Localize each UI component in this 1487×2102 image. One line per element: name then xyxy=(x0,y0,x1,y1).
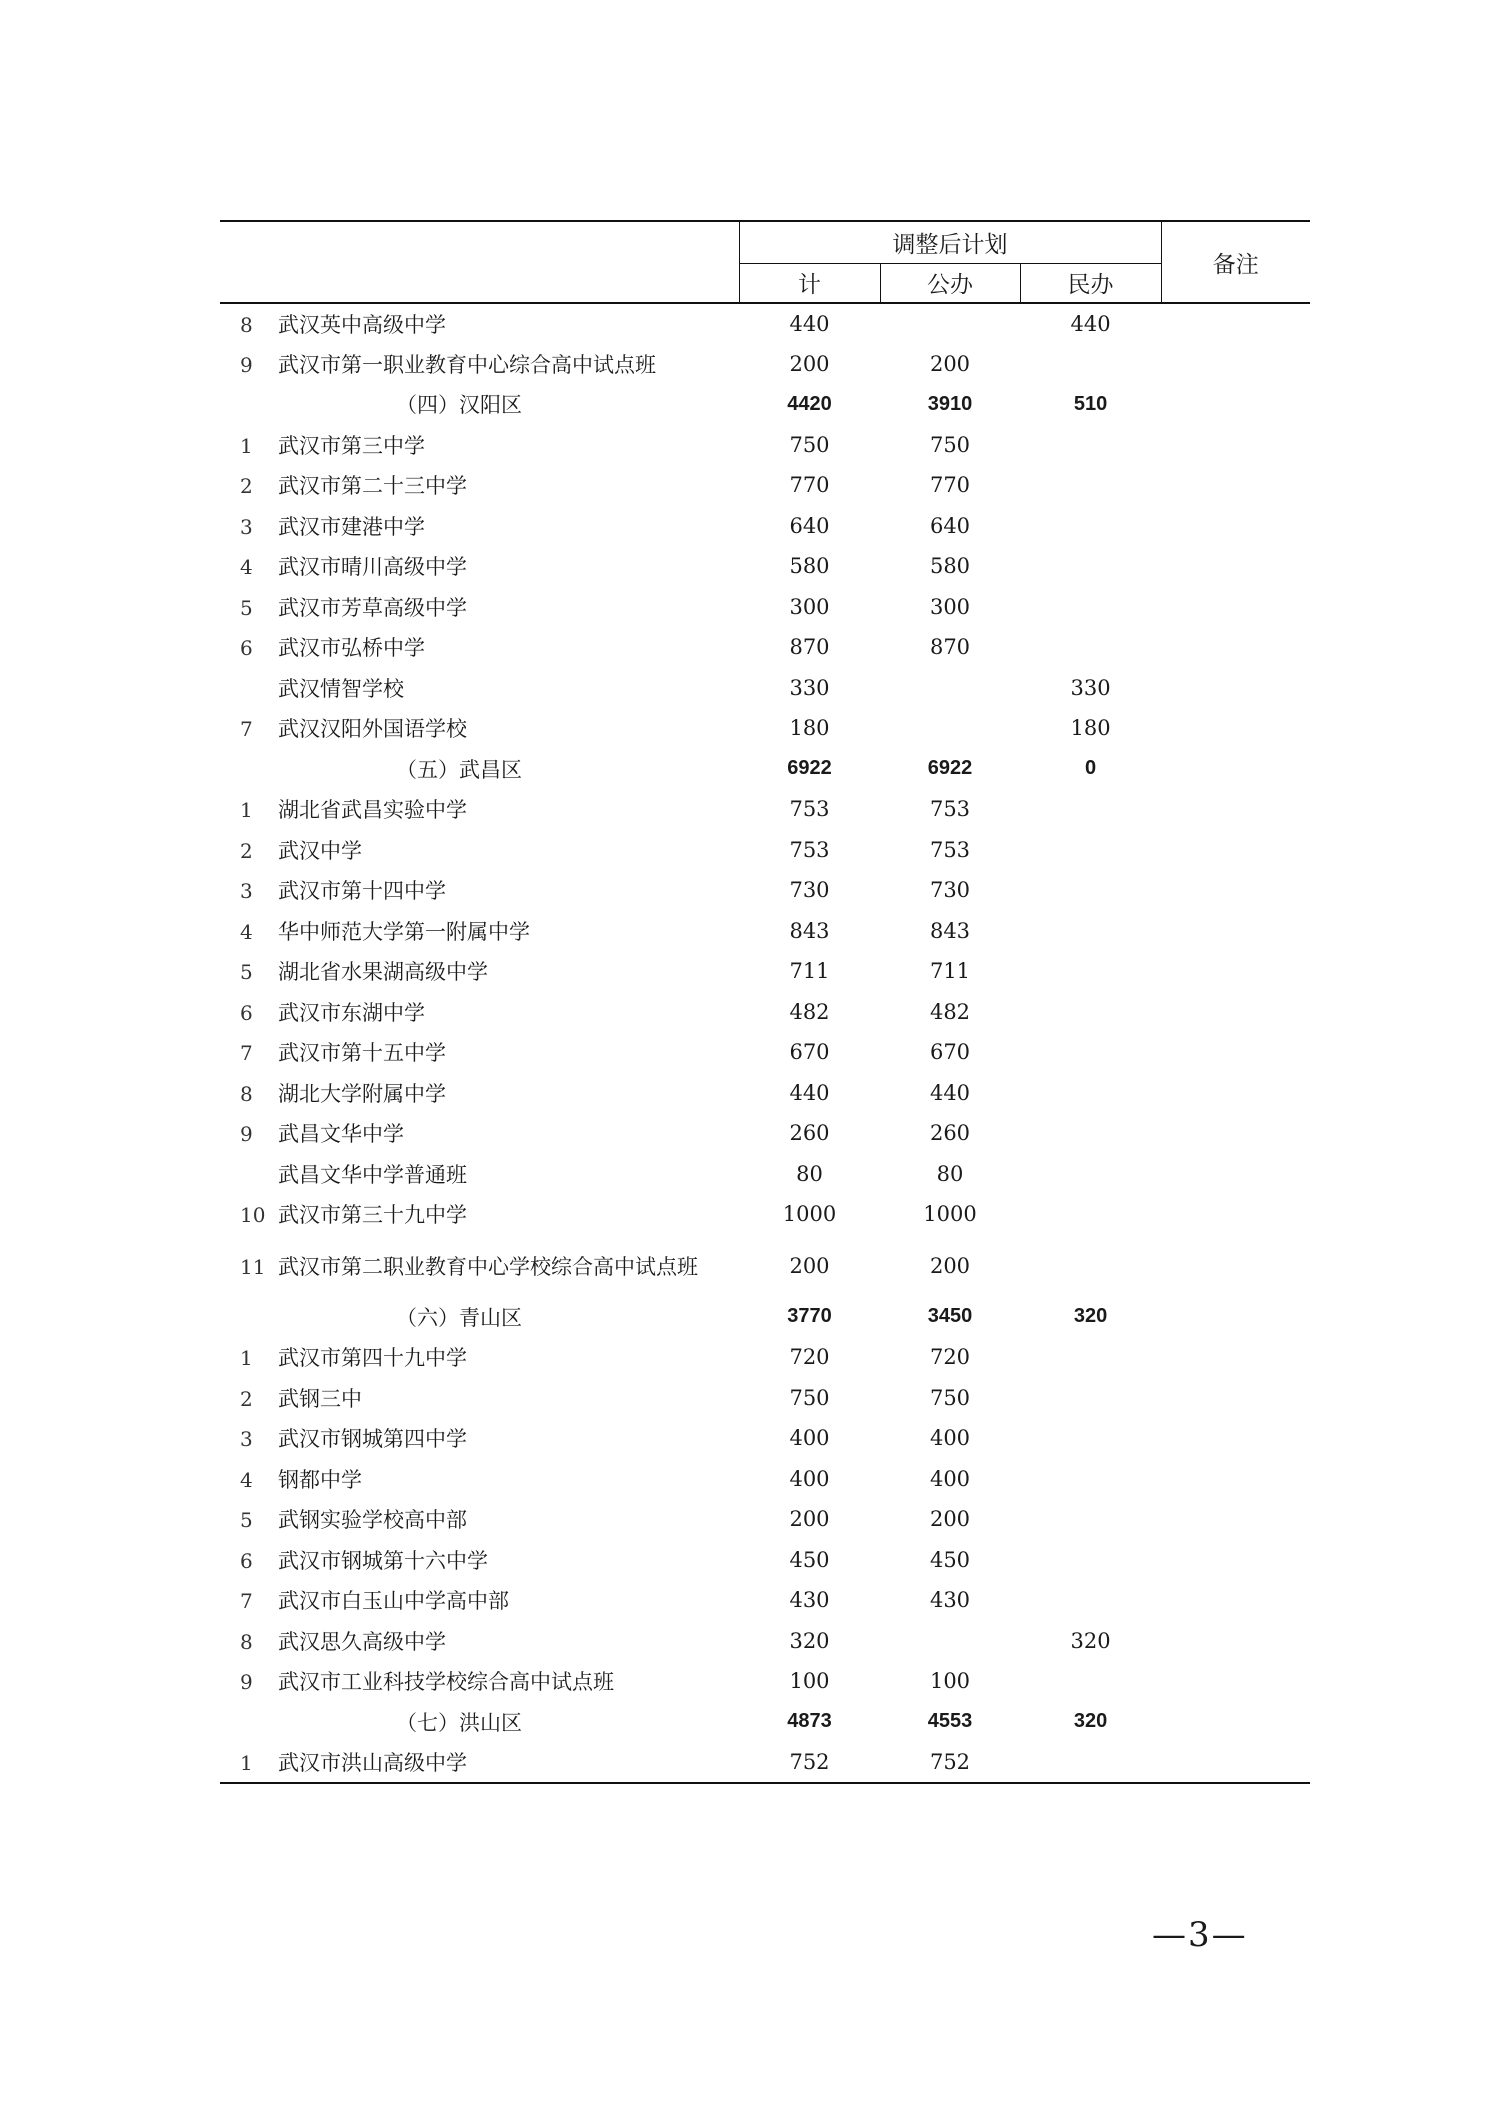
public-cell: 200 xyxy=(929,1253,971,1278)
private-cell xyxy=(1020,1032,1161,1073)
row-index: 3 xyxy=(240,514,253,539)
name-cell xyxy=(220,1297,739,1338)
public-cell: 770 xyxy=(929,473,971,498)
table-row xyxy=(220,344,1310,385)
name-cell xyxy=(220,1337,739,1378)
remark-cell xyxy=(1161,587,1310,628)
table-body xyxy=(220,303,1310,1783)
remark-cell xyxy=(1161,1702,1310,1743)
total-cell: 430 xyxy=(789,1588,830,1613)
public-cell: 752 xyxy=(880,1742,1020,1783)
total-cell: 753 xyxy=(789,797,830,822)
school-name: 武钢三中 xyxy=(278,1386,362,1411)
school-name: 武汉汉阳外国语学校 xyxy=(278,717,467,742)
private-cell xyxy=(1020,911,1161,952)
remark-cell xyxy=(1161,911,1310,952)
total-cell: 400 xyxy=(789,1426,830,1451)
name-cell xyxy=(220,1073,739,1114)
row-index: 7 xyxy=(240,1041,253,1066)
table-row xyxy=(220,587,1310,628)
total-cell: 100 xyxy=(789,1669,830,1694)
private-cell: 510 xyxy=(1073,392,1108,415)
total-cell: 80 xyxy=(796,1161,823,1186)
private-cell xyxy=(1020,830,1161,871)
total-cell: 450 xyxy=(789,1547,830,1572)
public-cell: 670 xyxy=(929,1040,971,1065)
total-cell: 6922 xyxy=(787,757,832,780)
table-row xyxy=(220,1580,1310,1621)
total-cell: 843 xyxy=(789,918,830,943)
district-row xyxy=(220,384,1310,425)
private-cell xyxy=(1020,1113,1161,1154)
public-cell: 400 xyxy=(929,1426,971,1451)
total-cell: 440 xyxy=(789,1080,830,1105)
school-name: 武汉市钢城第十六中学 xyxy=(278,1548,488,1573)
school-name: 武汉市钢城第四中学 xyxy=(278,1427,467,1452)
remark-cell xyxy=(1161,951,1310,992)
school-name: 武汉市第二十三中学 xyxy=(278,474,467,499)
remark-cell xyxy=(1161,465,1310,506)
total-cell: 670 xyxy=(789,1040,830,1065)
row-index: 8 xyxy=(240,312,253,337)
total-cell: 180 xyxy=(789,716,830,741)
name-cell xyxy=(220,384,739,425)
header-blank-cell xyxy=(220,221,739,303)
name-cell xyxy=(220,1113,739,1154)
total-cell: 730 xyxy=(789,878,830,903)
remark-cell xyxy=(1161,668,1310,709)
row-index: 9 xyxy=(240,1670,253,1695)
school-name: 武汉市第四十九中学 xyxy=(278,1346,467,1371)
school-name: 武汉市第十四中学 xyxy=(278,879,446,904)
row-index: 2 xyxy=(240,838,253,863)
private-cell xyxy=(1020,1459,1161,1500)
name-cell xyxy=(220,1194,739,1235)
table-row xyxy=(220,546,1310,587)
school-name: 武汉市第三十九中学 xyxy=(278,1203,467,1228)
school-name: 武汉中学 xyxy=(278,838,362,863)
private-cell xyxy=(1020,1540,1161,1581)
remark-cell xyxy=(1161,749,1310,790)
remark-cell xyxy=(1161,627,1310,668)
school-name: 武汉市第一职业教育中心综合高中试点班 xyxy=(278,352,656,377)
public-cell: 711 xyxy=(929,959,971,984)
public-cell: 750 xyxy=(929,432,971,457)
row-index: 6 xyxy=(240,1000,253,1025)
remark-cell xyxy=(1161,1113,1310,1154)
row-index: 5 xyxy=(240,1508,253,1533)
school-name: 湖北省武昌实验中学 xyxy=(278,798,467,823)
school-name: 武汉情智学校 xyxy=(278,676,404,701)
name-cell xyxy=(220,830,739,871)
public-cell: 640 xyxy=(929,513,971,538)
name-cell xyxy=(220,668,739,709)
table-row xyxy=(220,870,1310,911)
public-cell: 430 xyxy=(929,1588,971,1613)
public-cell xyxy=(880,303,1020,344)
total-cell: 200 xyxy=(789,1253,830,1278)
private-cell xyxy=(1020,1194,1161,1235)
table-row xyxy=(220,1742,1310,1783)
total-cell: 580 xyxy=(789,554,830,579)
private-cell xyxy=(1020,1418,1161,1459)
total-cell: 440 xyxy=(789,311,830,336)
school-name: 武钢实验学校高中部 xyxy=(278,1508,467,1533)
name-cell xyxy=(220,1032,739,1073)
school-name: 武汉市东湖中学 xyxy=(278,1000,425,1025)
public-cell: 1000 xyxy=(923,1202,977,1227)
table-row xyxy=(220,425,1310,466)
school-name: 武汉市第三中学 xyxy=(278,433,425,458)
row-index: 5 xyxy=(240,960,253,985)
public-cell: 580 xyxy=(929,554,971,579)
remark-cell xyxy=(1161,870,1310,911)
public-cell xyxy=(880,668,1020,709)
public-cell: 4553 xyxy=(927,1710,973,1733)
public-cell: 450 xyxy=(929,1547,971,1572)
row-index: 7 xyxy=(240,1589,253,1614)
name-cell xyxy=(220,465,739,506)
name-cell xyxy=(220,870,739,911)
private-cell: 320 xyxy=(1070,1628,1111,1653)
table-row xyxy=(220,1459,1310,1500)
total-cell: 200 xyxy=(789,351,830,376)
name-cell xyxy=(220,506,739,547)
school-name: 武汉市洪山高级中学 xyxy=(278,1750,467,1775)
private-cell xyxy=(1020,465,1161,506)
header-total: 计 xyxy=(739,263,880,303)
private-cell xyxy=(1020,1235,1161,1297)
private-cell xyxy=(1020,506,1161,547)
private-cell xyxy=(1020,1499,1161,1540)
remark-cell xyxy=(1161,1297,1310,1338)
public-cell: 3450 xyxy=(927,1305,973,1328)
row-index: 4 xyxy=(240,555,253,580)
private-cell xyxy=(1020,870,1161,911)
public-cell: 100 xyxy=(929,1669,971,1694)
row-index: 7 xyxy=(240,717,253,742)
table-row xyxy=(220,465,1310,506)
district-row xyxy=(220,749,1310,790)
school-name: 钢都中学 xyxy=(278,1467,362,1492)
private-cell xyxy=(1020,344,1161,385)
total-cell: 711 xyxy=(789,959,830,984)
public-cell xyxy=(880,708,1020,749)
remark-cell xyxy=(1161,1194,1310,1235)
remark-cell xyxy=(1161,1459,1310,1500)
remark-cell xyxy=(1161,384,1310,425)
public-cell: 400 xyxy=(929,1466,971,1491)
public-cell: 750 xyxy=(929,1385,971,1410)
name-cell xyxy=(220,1418,739,1459)
table-row xyxy=(220,951,1310,992)
table-row xyxy=(220,1194,1310,1235)
name-cell xyxy=(220,546,739,587)
name-cell xyxy=(220,1235,739,1297)
school-name: 武汉思久高级中学 xyxy=(278,1629,446,1654)
name-cell xyxy=(220,1540,739,1581)
remark-cell xyxy=(1161,546,1310,587)
remark-cell xyxy=(1161,1499,1310,1540)
row-index: 8 xyxy=(240,1081,253,1106)
total-cell: 300 xyxy=(789,594,830,619)
remark-cell xyxy=(1161,1540,1310,1581)
name-cell xyxy=(220,425,739,466)
private-cell: 320 xyxy=(1073,1305,1108,1328)
name-cell xyxy=(220,1702,739,1743)
public-cell: 260 xyxy=(929,1121,971,1146)
remark-cell xyxy=(1161,830,1310,871)
row-index: 2 xyxy=(240,1386,253,1411)
remark-cell xyxy=(1161,1235,1310,1297)
school-name: 武汉市弘桥中学 xyxy=(278,636,425,661)
name-cell xyxy=(220,789,739,830)
table-row xyxy=(220,1621,1310,1662)
row-index: 11 xyxy=(240,1254,266,1279)
private-cell xyxy=(1020,951,1161,992)
table-row xyxy=(220,1337,1310,1378)
table-row xyxy=(220,627,1310,668)
private-cell xyxy=(1020,1580,1161,1621)
table-row xyxy=(220,1378,1310,1419)
total-cell: 4420 xyxy=(787,392,832,415)
school-name: 武昌文华中学 xyxy=(278,1122,404,1147)
name-cell xyxy=(220,1661,739,1702)
private-cell: 320 xyxy=(1073,1710,1108,1733)
name-cell xyxy=(220,1378,739,1419)
row-index: 4 xyxy=(240,1467,253,1492)
private-cell xyxy=(1020,1337,1161,1378)
school-name: 武汉市第二职业教育中心学校综合高中试点班 xyxy=(278,1254,698,1279)
total-cell: 330 xyxy=(789,675,830,700)
public-cell: 300 xyxy=(929,594,971,619)
remark-cell xyxy=(1161,789,1310,830)
private-cell xyxy=(1020,1378,1161,1419)
table-row xyxy=(220,1073,1310,1114)
name-cell xyxy=(220,951,739,992)
public-cell: 3910 xyxy=(927,392,973,415)
row-index: 6 xyxy=(240,636,253,661)
public-cell: 843 xyxy=(929,918,971,943)
name-cell xyxy=(220,749,739,790)
table-row xyxy=(220,911,1310,952)
table-row xyxy=(220,1235,1310,1297)
name-cell xyxy=(220,344,739,385)
public-cell: 440 xyxy=(929,1080,971,1105)
private-cell xyxy=(1020,1742,1161,1783)
total-cell: 260 xyxy=(789,1121,830,1146)
table-row xyxy=(220,708,1310,749)
public-cell: 80 xyxy=(936,1161,964,1186)
remark-cell xyxy=(1161,992,1310,1033)
table-row xyxy=(220,668,1310,709)
remark-cell xyxy=(1161,1032,1310,1073)
name-cell xyxy=(220,708,739,749)
row-index: 6 xyxy=(240,1548,253,1573)
name-cell xyxy=(220,1621,739,1662)
row-index: 3 xyxy=(240,879,253,904)
private-cell: 0 xyxy=(1084,757,1097,780)
private-cell xyxy=(1020,627,1161,668)
private-cell: 440 xyxy=(1070,311,1111,336)
private-cell: 330 xyxy=(1070,675,1111,700)
remark-cell xyxy=(1161,303,1310,344)
public-cell: 482 xyxy=(929,999,971,1024)
public-cell: 870 xyxy=(929,635,971,660)
table-row xyxy=(220,992,1310,1033)
table-row xyxy=(220,1499,1310,1540)
total-cell: 750 xyxy=(789,1385,830,1410)
total-cell: 720 xyxy=(789,1345,830,1370)
name-cell xyxy=(220,1499,739,1540)
total-cell: 640 xyxy=(789,513,830,538)
private-cell xyxy=(1020,425,1161,466)
total-cell: 1000 xyxy=(782,1202,837,1227)
school-name: 武汉市晴川高级中学 xyxy=(278,555,467,580)
school-name: 武汉英中高级中学 xyxy=(278,312,446,337)
table-row xyxy=(220,1661,1310,1702)
remark-cell xyxy=(1161,708,1310,749)
row-index: 9 xyxy=(240,352,253,377)
remark-cell xyxy=(1161,344,1310,385)
table-row xyxy=(220,1154,1310,1195)
row-index: 8 xyxy=(240,1629,253,1654)
remark-cell xyxy=(1161,1073,1310,1114)
row-index: 1 xyxy=(240,1346,253,1371)
public-cell: 730 xyxy=(929,878,971,903)
table-row xyxy=(220,1113,1310,1154)
name-cell xyxy=(220,1459,739,1500)
header-remark: 备注 xyxy=(1161,221,1310,303)
school-name: 武汉市芳草高级中学 xyxy=(278,595,467,620)
name-cell xyxy=(220,627,739,668)
private-cell xyxy=(1020,992,1161,1033)
table-row xyxy=(220,830,1310,871)
school-name: 武汉市建港中学 xyxy=(278,514,425,539)
table-row xyxy=(220,1032,1310,1073)
school-name: 华中师范大学第一附属中学 xyxy=(278,919,530,944)
remark-cell xyxy=(1161,1337,1310,1378)
remark-cell xyxy=(1161,1154,1310,1195)
school-name: 武汉市白玉山中学高中部 xyxy=(278,1589,509,1614)
remark-cell xyxy=(1161,1661,1310,1702)
public-cell: 720 xyxy=(929,1345,971,1370)
table-row xyxy=(220,506,1310,547)
district-name: （七）洪山区 xyxy=(396,1710,522,1735)
school-name: 湖北大学附属中学 xyxy=(278,1081,446,1106)
remark-cell xyxy=(1161,425,1310,466)
private-cell xyxy=(1020,1661,1161,1702)
row-index: 4 xyxy=(240,919,253,944)
header-public: 公办 xyxy=(880,263,1020,303)
school-name: 武汉市工业科技学校综合高中试点班 xyxy=(278,1670,614,1695)
total-cell: 400 xyxy=(789,1466,830,1491)
header-adjusted-plan: 调整后计划 xyxy=(739,221,1161,263)
name-cell xyxy=(220,587,739,628)
total-cell: 770 xyxy=(789,473,830,498)
district-name: （五）武昌区 xyxy=(396,757,522,782)
row-index: 1 xyxy=(240,1750,253,1775)
table-row xyxy=(220,1418,1310,1459)
district-name: （六）青山区 xyxy=(396,1305,522,1330)
private-cell xyxy=(1020,587,1161,628)
table-header xyxy=(220,221,1310,303)
name-cell xyxy=(220,303,739,344)
name-cell xyxy=(220,1154,739,1195)
public-cell xyxy=(880,1621,1020,1662)
remark-cell xyxy=(1161,506,1310,547)
name-cell xyxy=(220,911,739,952)
school-name: 武汉市第十五中学 xyxy=(278,1041,446,1066)
row-index: 9 xyxy=(240,1122,253,1147)
total-cell: 482 xyxy=(789,999,830,1024)
row-index: 10 xyxy=(240,1203,266,1228)
school-name: 湖北省水果湖高级中学 xyxy=(278,960,488,985)
private-cell xyxy=(1020,1073,1161,1114)
page-number: —3— xyxy=(1152,1915,1248,1955)
name-cell xyxy=(220,1580,739,1621)
private-cell xyxy=(1020,789,1161,830)
table-row xyxy=(220,303,1310,344)
total-cell: 3770 xyxy=(787,1305,832,1328)
school-name: 武昌文华中学普通班 xyxy=(278,1162,467,1187)
remark-cell xyxy=(1161,1418,1310,1459)
enrollment-plan-table xyxy=(220,220,1310,1784)
district-row xyxy=(220,1297,1310,1338)
name-cell xyxy=(220,992,739,1033)
row-index: 1 xyxy=(240,433,253,458)
public-cell: 753 xyxy=(929,797,971,822)
table-row xyxy=(220,1540,1310,1581)
public-cell: 200 xyxy=(929,1507,971,1532)
total-cell: 4873 xyxy=(787,1710,832,1733)
remark-cell xyxy=(1161,1621,1310,1662)
row-index: 1 xyxy=(240,798,253,823)
private-cell: 180 xyxy=(1070,716,1111,741)
public-cell: 753 xyxy=(929,837,971,862)
total-cell: 752 xyxy=(739,1742,880,1783)
total-cell: 870 xyxy=(789,635,830,660)
remark-cell xyxy=(1161,1580,1310,1621)
remark-cell xyxy=(1161,1742,1310,1783)
district-row xyxy=(220,1702,1310,1743)
district-name: （四）汉阳区 xyxy=(396,393,522,418)
header-private: 民办 xyxy=(1020,263,1161,303)
row-index: 2 xyxy=(240,474,253,499)
total-cell: 200 xyxy=(789,1507,830,1532)
remark-cell xyxy=(1161,1378,1310,1419)
total-cell: 753 xyxy=(789,837,830,862)
public-cell: 200 xyxy=(929,351,971,376)
name-cell xyxy=(220,1742,739,1783)
row-index: 3 xyxy=(240,1427,253,1452)
private-cell xyxy=(1020,546,1161,587)
private-cell xyxy=(1020,1154,1161,1195)
row-index: 5 xyxy=(240,595,253,620)
total-cell: 320 xyxy=(789,1628,830,1653)
table-row xyxy=(220,789,1310,830)
public-cell: 6922 xyxy=(927,757,973,780)
total-cell: 750 xyxy=(789,432,830,457)
